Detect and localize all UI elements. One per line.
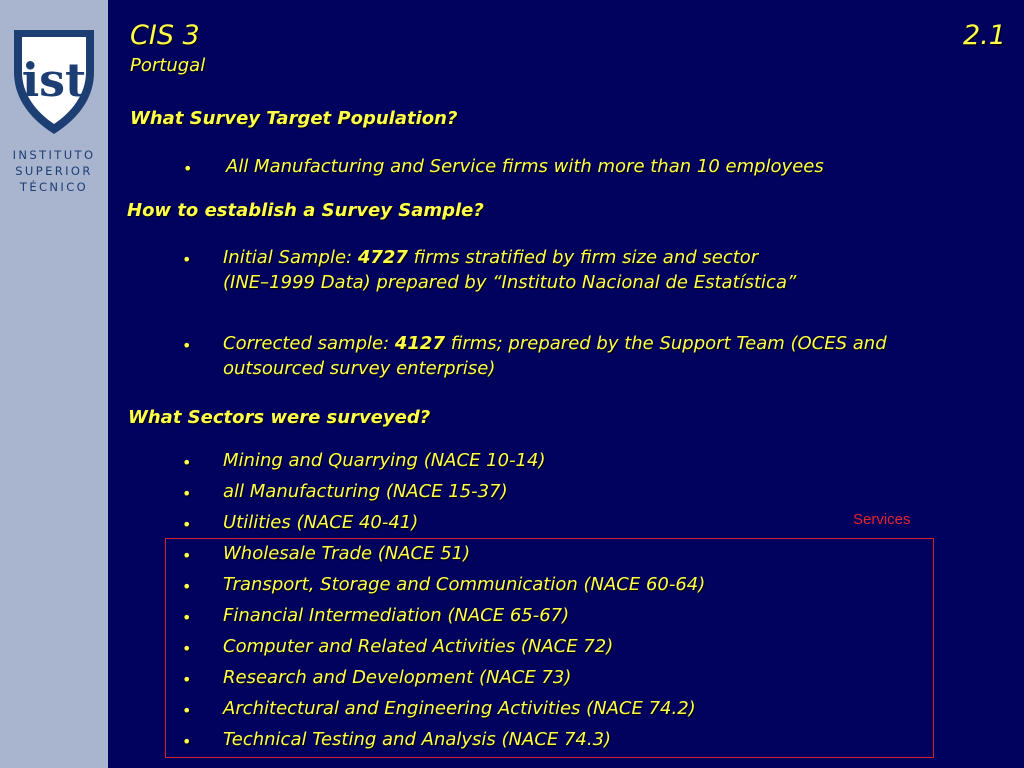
sector-item: Technical Testing and Analysis (NACE 74.3) (223, 729, 612, 750)
section-heading-survey-sample: How to establish a Survey Sample? (127, 200, 484, 221)
institute-name-line1: INSTITUTO (12, 148, 96, 162)
corrected-sample-count: 4127 (394, 333, 445, 354)
corrected-sample-line2: outsourced survey enterprise) (223, 358, 496, 379)
bullet-icon: • (182, 453, 192, 472)
sector-item: Wholesale Trade (NACE 51) (223, 543, 471, 564)
bullet-icon: • (182, 336, 192, 355)
bullet-icon: • (182, 250, 192, 269)
initial-sample-prefix: Initial Sample: (223, 247, 358, 268)
sector-item: Utilities (NACE 40-41) (223, 512, 419, 533)
section-heading-sectors: What Sectors were surveyed? (128, 407, 431, 428)
institute-name (0, 147, 108, 195)
bullet-icon: • (182, 670, 192, 689)
corrected-sample-prefix: Corrected sample: (223, 333, 395, 354)
sector-item: Transport, Storage and Communication (NACE 60-64) (223, 574, 706, 595)
bullet-icon: • (182, 577, 192, 596)
bullet-icon: • (182, 608, 192, 627)
list-item: All Manufacturing and Service firms with more than 10 employees (226, 156, 824, 177)
bullet-icon: • (182, 732, 192, 751)
sector-item: Financial Intermediation (NACE 65-67) (223, 605, 570, 626)
sector-item: Computer and Related Activities (NACE 72) (223, 636, 614, 657)
bullet-icon: • (182, 701, 192, 720)
section-heading-target-population: What Survey Target Population? (130, 108, 458, 129)
logo-monogram: ist (21, 53, 87, 107)
corrected-sample-suffix: firms; prepared by the Support Team (OCES and (444, 333, 887, 354)
sidebar (0, 0, 108, 768)
sector-item: all Manufacturing (NACE 15-37) (223, 481, 508, 502)
bullet-icon: • (182, 484, 192, 503)
initial-sample-suffix: firms stratified by firm size and sector (407, 247, 759, 268)
institute-name-line2: SUPERIOR (15, 164, 93, 178)
sector-item: Mining and Quarrying (NACE 10-14) (223, 450, 546, 471)
slide-subtitle: Portugal (130, 55, 206, 76)
list-item-initial-sample (223, 247, 758, 268)
slide-number: 2.1 (963, 20, 1006, 51)
institute-name-line3: TÉCNICO (19, 180, 89, 194)
slide-title: CIS 3 (130, 20, 200, 51)
sector-item: Research and Development (NACE 73) (223, 667, 572, 688)
initial-sample-line2: (INE–1999 Data) prepared by “Instituto Nacional de Estatística” (223, 272, 797, 293)
ist-shield-logo (12, 28, 96, 136)
services-label: Services (853, 511, 911, 528)
bullet-icon: • (182, 546, 192, 565)
bullet-icon: • (182, 639, 192, 658)
list-item-corrected-sample (223, 333, 887, 354)
bullet-icon: • (183, 159, 193, 178)
bullet-icon: • (182, 515, 192, 534)
sector-item: Architectural and Engineering Activities (NACE 74.2) (223, 698, 696, 719)
initial-sample-count: 4727 (357, 247, 408, 268)
